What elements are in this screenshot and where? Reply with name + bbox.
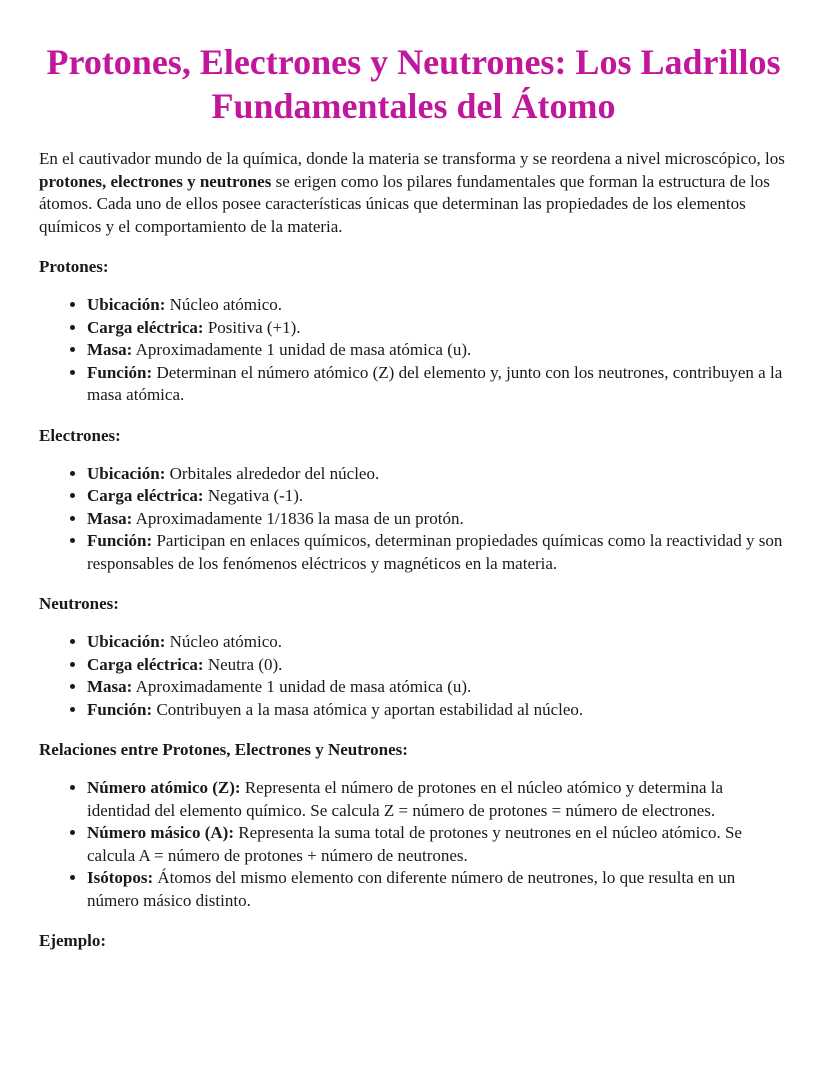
list-item [87,317,788,340]
protones-list [39,294,788,407]
item-label: Ubicación: [87,632,166,651]
item-text: Aproximadamente 1 unidad de masa atómica (u). [132,340,472,359]
item-text: Aproximadamente 1/1836 la masa de un protón. [132,508,464,528]
item-label: Masa: [87,677,133,696]
list-item [87,530,788,575]
item-label: Masa: [87,508,133,528]
item-label: Carga eléctrica: [87,486,204,505]
list-item [87,463,788,486]
item-label: Función: [87,362,153,382]
item-text: Orbitales alrededor del núcleo. [165,463,380,483]
section-heading-neutrones: Neutrones: [39,594,119,613]
section-heading-electrones: Electrones: [39,425,121,445]
item-text: Neutra (0). [203,654,283,674]
relaciones-list [39,777,788,912]
list-item [87,294,788,317]
list-item [87,676,788,699]
item-text: Contribuyen a la masa atómica y aportan estabilidad al núcleo. [152,699,584,719]
item-label: Carga eléctrica: [87,654,204,674]
section-heading-protones: Protones: [39,257,109,276]
item-text: Participan en enlaces químicos, determinan propiedades químicas como la reactividad y son responsables de los fenómenos eléctricos y magnéticos en la materia. [87,531,783,573]
neutrones-list [39,631,788,721]
list-item [87,631,788,654]
list-item [87,867,788,912]
item-label: Masa: [87,340,133,359]
intro-text-end: se erigen como los pilares fundamentales que forman la estructura de los átomos. Cada uno de ellos posee características únicas que determinan las propiedades de los elementos químicos y el comportamiento de la materia. [39,171,770,236]
intro-bold-text: protones, electrones y neutrones [39,171,272,191]
item-label: Función: [87,531,153,550]
item-text: Representa el número de protones en el núcleo atómico y determina la identidad del elemento químico. Se calcula Z = número de protones = número de electrones. [87,778,724,820]
item-text: Representa la suma total de protones y neutrones en el núcleo atómico. Se calcula A = número de protones + número de neutrones. [87,823,742,865]
item-text: Determinan el número atómico (Z) del elemento y, junto con los neutrones, contribuyen a la masa atómica. [87,362,783,404]
item-label: Ubicación: [87,463,166,483]
item-text: Átomos del mismo elemento con diferente número de neutrones, lo que resulta en un número másico distinto. [87,868,736,910]
intro-text-start: En el cautivador mundo de la química, donde la materia se transforma y se reordena a nivel microscópico, los [39,149,785,168]
item-text: Aproximadamente 1 unidad de masa atómica (u). [132,677,472,696]
item-text: Núcleo atómico. [165,632,282,651]
list-item [87,777,788,822]
item-label: Carga eléctrica: [87,317,204,337]
item-text: Positiva (+1). [203,317,301,337]
item-text: Negativa (-1). [203,486,304,505]
intro-paragraph [39,148,788,238]
page-title: Protones, Electrones y Neutrones: Los Ladrillos Fundamentales del Átomo [46,42,781,126]
list-item [87,508,788,531]
item-label: Isótopos: [87,868,154,887]
item-label: Ubicación: [87,295,166,314]
item-label: Función: [87,699,153,719]
section-heading-ejemplo: Ejemplo: [39,931,107,950]
section-heading-relaciones: Relaciones entre Protones, Electrones y Neutrones: [39,740,408,759]
list-item [87,654,788,677]
item-label: Número atómico (Z): [87,778,241,797]
item-label: Número másico (A): [87,823,234,842]
list-item [87,339,788,362]
list-item [87,699,788,722]
item-text: Núcleo atómico. [165,295,282,314]
electrones-list [39,463,788,576]
list-item [87,485,788,508]
list-item [87,362,788,407]
list-item [87,822,788,867]
